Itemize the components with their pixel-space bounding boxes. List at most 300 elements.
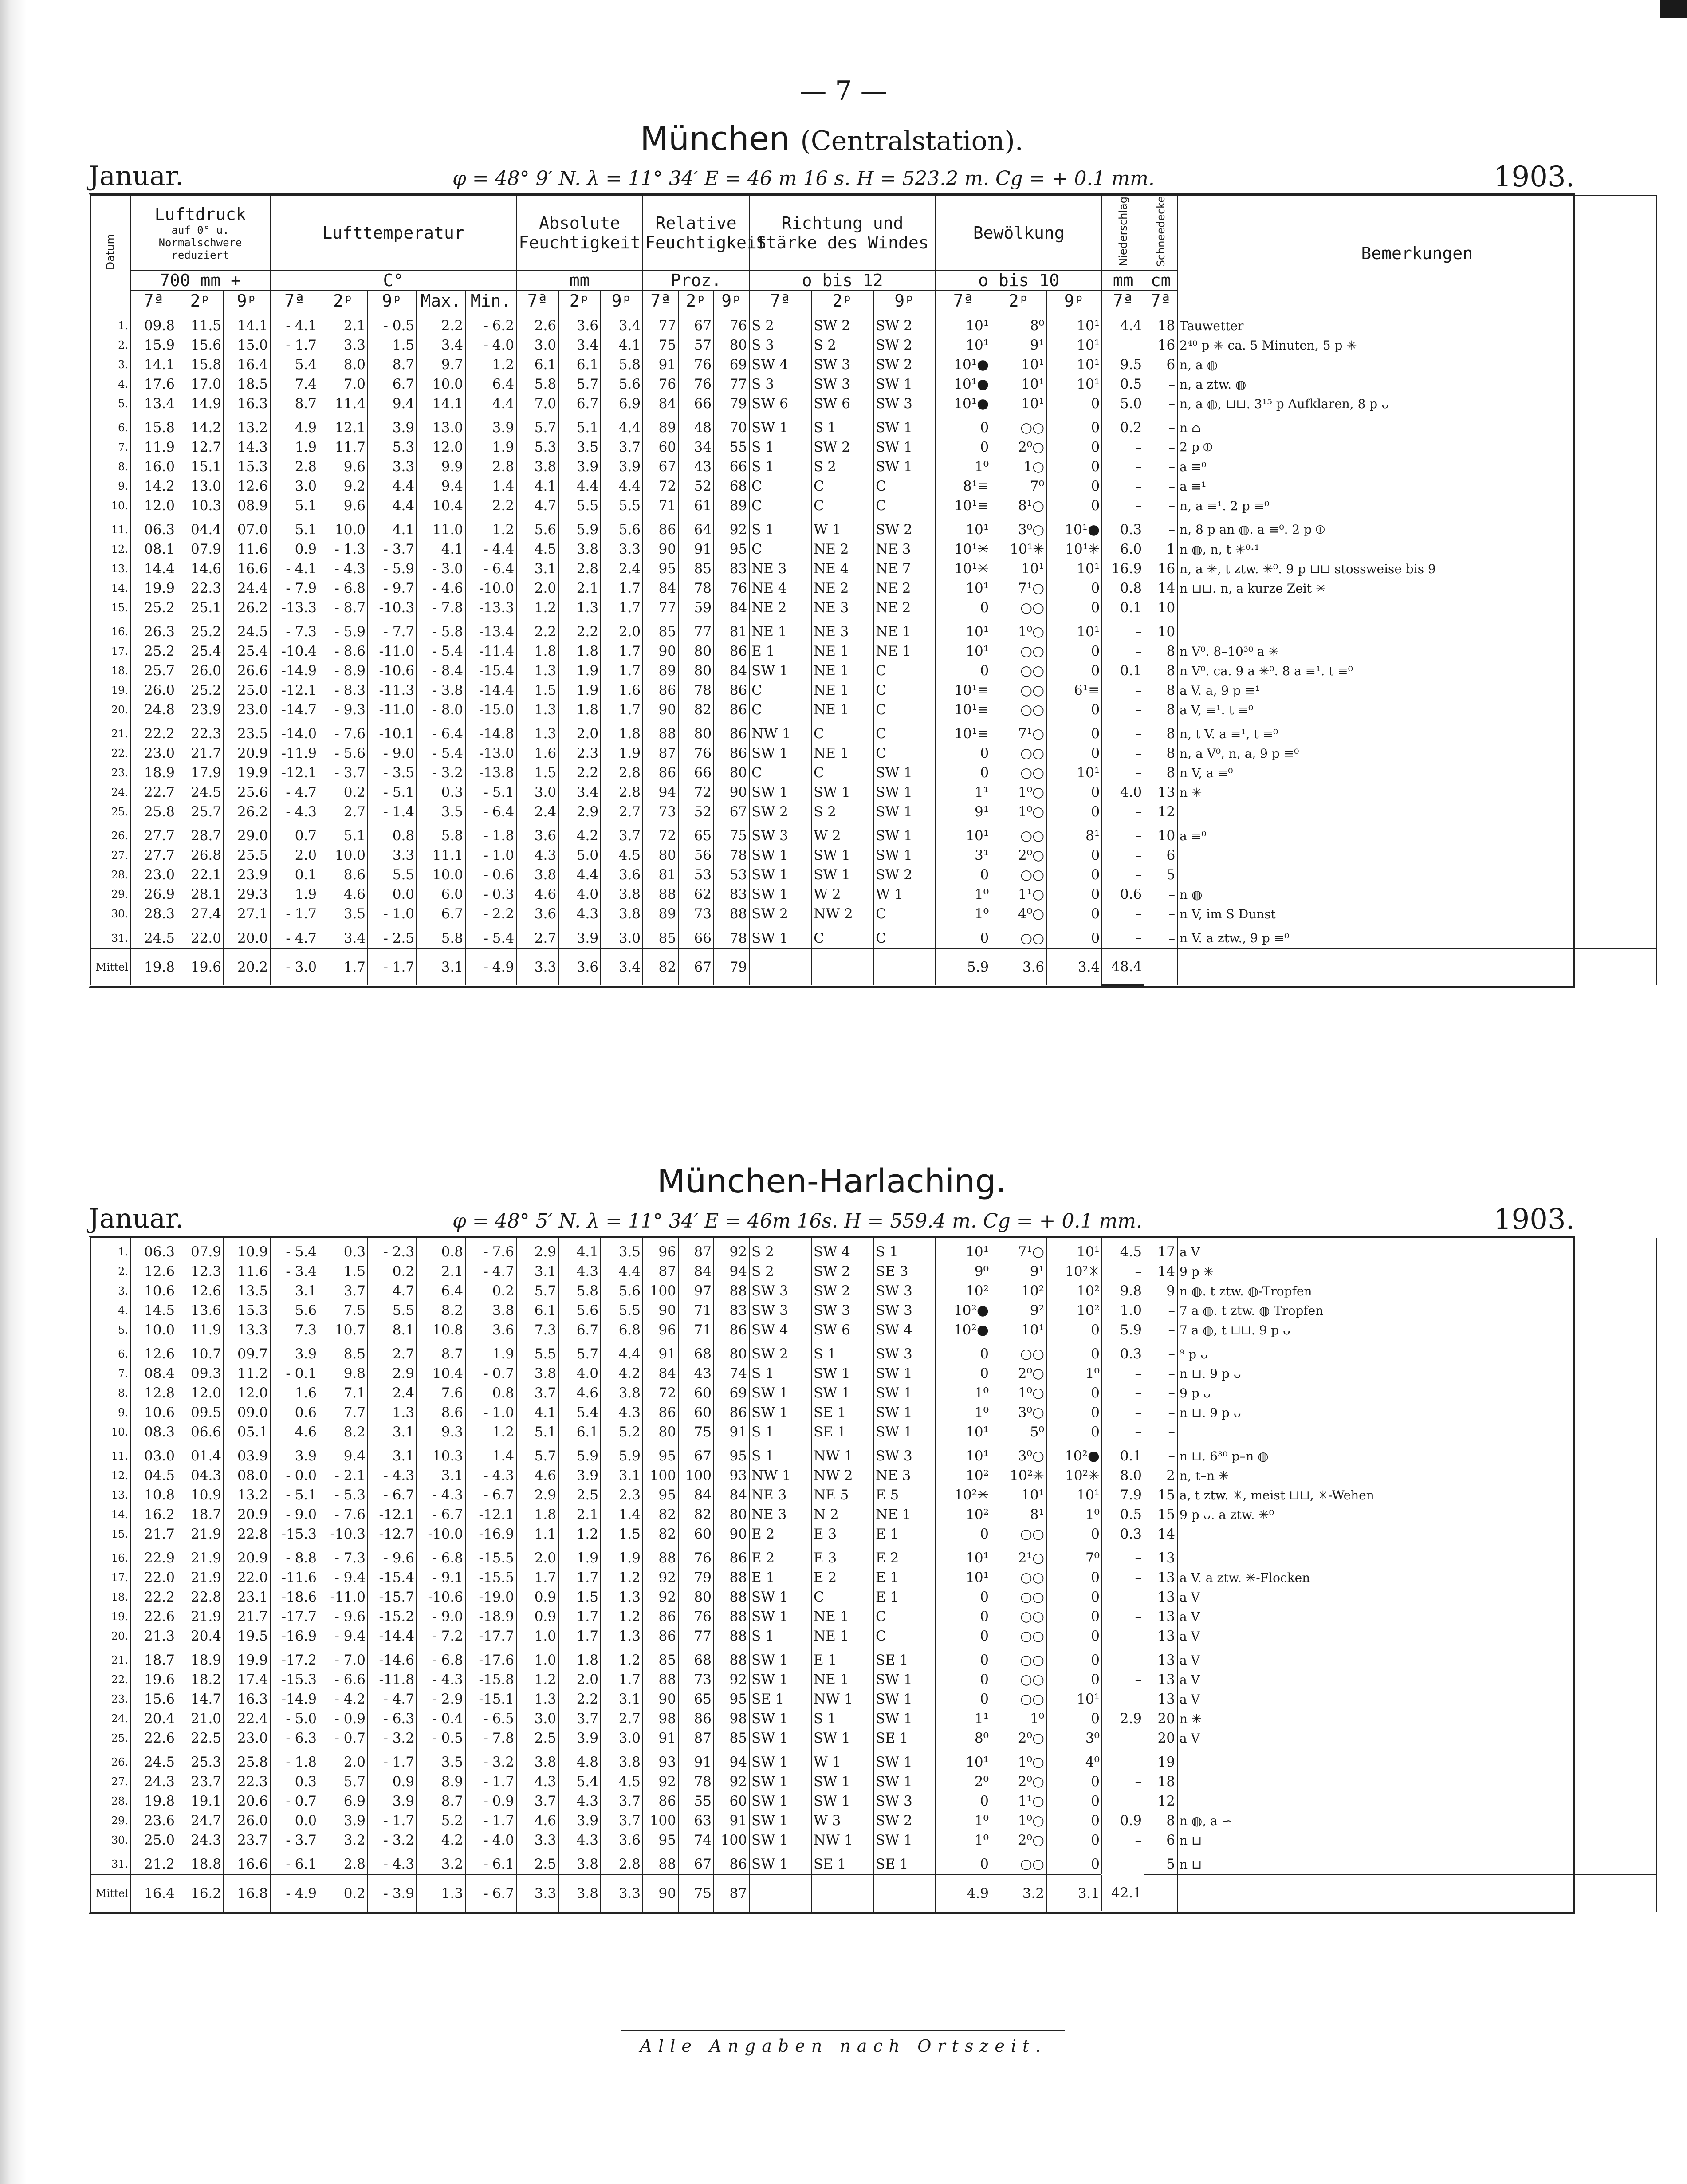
row-cell: E 1 bbox=[873, 1524, 936, 1544]
row-cell: – bbox=[1102, 924, 1144, 948]
row-cell: 0 bbox=[1046, 394, 1102, 413]
row-cell: 3.7 bbox=[601, 437, 643, 457]
row-cell: 13.2 bbox=[224, 413, 270, 437]
row-cell: 15.3 bbox=[224, 1301, 270, 1320]
row-cell: SW 1 bbox=[749, 744, 811, 763]
row-cell: 1 bbox=[1144, 539, 1177, 559]
row-cell: 7.6 bbox=[417, 1383, 465, 1403]
row-cell: 6.7 bbox=[368, 374, 417, 394]
row-cell: NE 3 bbox=[749, 1505, 811, 1524]
header-term: 2ᵖ bbox=[558, 291, 601, 311]
row-date: 13. bbox=[90, 1485, 130, 1505]
row-cell: 22.3 bbox=[177, 720, 224, 744]
row-cell: 11.1 bbox=[417, 846, 465, 865]
table-row bbox=[90, 1748, 1656, 1772]
row-cell: 1.2 bbox=[601, 1646, 643, 1670]
row-cell: 3.7 bbox=[516, 1791, 558, 1811]
row-date: 6. bbox=[90, 413, 130, 437]
row-cell: 23.7 bbox=[177, 1772, 224, 1791]
row-cell: - 1.0 bbox=[465, 1403, 516, 1422]
row-cell: 2.0 bbox=[516, 578, 558, 598]
row-cell: – bbox=[1102, 1791, 1144, 1811]
row-cell: 5.9 bbox=[1102, 1320, 1144, 1340]
row-cell: 14.1 bbox=[224, 311, 270, 335]
row-cell: 3.1 bbox=[601, 1689, 643, 1709]
row-remark bbox=[1177, 802, 1656, 822]
row-cell: 5.8 bbox=[558, 1281, 601, 1301]
row-cell: 25.5 bbox=[224, 846, 270, 865]
row-cell: SW 3 bbox=[749, 822, 811, 846]
row-cell: 9¹ bbox=[991, 1262, 1046, 1281]
row-cell: 1.3 bbox=[601, 1626, 643, 1646]
row-cell: 76 bbox=[714, 578, 749, 598]
row-cell: 2.3 bbox=[601, 1485, 643, 1505]
row-cell: 0.1 bbox=[1102, 598, 1144, 618]
row-cell: 12.7 bbox=[177, 437, 224, 457]
row-cell: NE 1 bbox=[811, 744, 873, 763]
row-cell: - 6.7 bbox=[368, 1485, 417, 1505]
row-cell: 79 bbox=[678, 1568, 714, 1587]
row-cell: 76 bbox=[643, 374, 678, 394]
row-cell: - 0.7 bbox=[270, 1791, 319, 1811]
row-cell: 3.1 bbox=[601, 1466, 643, 1485]
row-cell: SW 1 bbox=[749, 924, 811, 948]
row-cell: 2.2 bbox=[417, 311, 465, 335]
row-cell: 09.5 bbox=[177, 1403, 224, 1422]
mean-cell: - 3.9 bbox=[368, 1875, 417, 1912]
row-cell: 87 bbox=[678, 1728, 714, 1748]
row-cell: 10.8 bbox=[130, 1485, 177, 1505]
row-cell: 23.9 bbox=[177, 700, 224, 720]
row-cell: 3⁰○ bbox=[991, 1442, 1046, 1466]
row-date: 7. bbox=[90, 437, 130, 457]
row-cell: – bbox=[1144, 1383, 1177, 1403]
row-cell: 89 bbox=[643, 904, 678, 924]
mean-cell: 42.1 bbox=[1102, 1875, 1144, 1912]
row-cell: 55 bbox=[678, 1791, 714, 1811]
table-row bbox=[90, 1301, 1656, 1320]
row-date: 14. bbox=[90, 578, 130, 598]
row-cell: 89 bbox=[714, 496, 749, 516]
row-cell: - 4.3 bbox=[417, 1670, 465, 1689]
row-cell: 100 bbox=[678, 1466, 714, 1485]
row-cell: S 2 bbox=[749, 311, 811, 335]
row-cell: 8 bbox=[1144, 700, 1177, 720]
row-remark: n, a ztw. ◍ bbox=[1177, 374, 1656, 394]
row-cell: SW 3 bbox=[873, 1340, 936, 1364]
mean-cell: 16.8 bbox=[224, 1875, 270, 1912]
row-cell: 14 bbox=[1144, 1262, 1177, 1281]
table-row bbox=[90, 1442, 1656, 1466]
row-cell: 08.0 bbox=[224, 1466, 270, 1485]
row-cell: SW 1 bbox=[873, 1383, 936, 1403]
row-cell: 2.0 bbox=[516, 1544, 558, 1568]
row-cell: 82 bbox=[678, 700, 714, 720]
row-cell: – bbox=[1102, 822, 1144, 846]
row-cell: – bbox=[1144, 1301, 1177, 1320]
row-cell: 14.9 bbox=[177, 394, 224, 413]
row-cell: 90 bbox=[714, 1524, 749, 1544]
row-cell: - 0.3 bbox=[465, 885, 516, 904]
row-cell: 10.3 bbox=[177, 496, 224, 516]
row-cell: 09.7 bbox=[224, 1340, 270, 1364]
mean-cell: 67 bbox=[678, 948, 714, 985]
row-cell: 28.7 bbox=[177, 822, 224, 846]
row-cell: 8 bbox=[1144, 1811, 1177, 1830]
row-cell: 1.2 bbox=[465, 516, 516, 539]
row-cell: 86 bbox=[643, 1791, 678, 1811]
row-cell: 14.2 bbox=[130, 476, 177, 496]
row-cell: 8⁰ bbox=[991, 311, 1046, 335]
row-cell: 14.4 bbox=[130, 559, 177, 578]
row-cell: 13.3 bbox=[224, 1320, 270, 1340]
row-cell: 2.0 bbox=[558, 1670, 601, 1689]
row-cell: 55 bbox=[714, 437, 749, 457]
row-cell: 4.4 bbox=[368, 496, 417, 516]
row-cell: - 6.4 bbox=[465, 559, 516, 578]
row-cell: -11.9 bbox=[270, 744, 319, 763]
row-cell: 4.6 bbox=[319, 885, 368, 904]
row-cell: 5.5 bbox=[368, 1301, 417, 1320]
row-cell: 01.4 bbox=[177, 1442, 224, 1466]
row-cell: - 9.0 bbox=[270, 1505, 319, 1524]
row-cell: – bbox=[1144, 924, 1177, 948]
row-cell: 1.5 bbox=[516, 763, 558, 783]
row-cell: 22.7 bbox=[130, 783, 177, 802]
row-cell: SW 1 bbox=[873, 802, 936, 822]
row-cell: 3.5 bbox=[417, 1748, 465, 1772]
row-cell: - 5.9 bbox=[319, 618, 368, 641]
row-cell: 4.5 bbox=[601, 1772, 643, 1791]
row-remark: n V, im S Dunst bbox=[1177, 904, 1656, 924]
row-cell: 0.2 bbox=[319, 783, 368, 802]
row-cell: - 3.7 bbox=[319, 763, 368, 783]
row-cell: 5.8 bbox=[516, 374, 558, 394]
row-remark: a V bbox=[1177, 1238, 1656, 1262]
mean-cell bbox=[1144, 1875, 1177, 1912]
row-cell: 5.3 bbox=[516, 437, 558, 457]
row-date: 17. bbox=[90, 641, 130, 661]
row-cell: 10²✳ bbox=[1046, 1262, 1102, 1281]
row-cell: 1.0 bbox=[516, 1626, 558, 1646]
row-cell: 22.6 bbox=[130, 1607, 177, 1626]
row-cell: 10²✳ bbox=[1046, 1466, 1102, 1485]
row-cell: 4.3 bbox=[558, 1791, 601, 1811]
header-term: Max. bbox=[417, 291, 465, 311]
row-cell: 13 bbox=[1144, 1587, 1177, 1607]
row-cell: 1.9 bbox=[558, 661, 601, 681]
row-cell: 1¹ bbox=[936, 1709, 991, 1728]
row-cell: SW 1 bbox=[873, 1670, 936, 1689]
row-cell: SW 1 bbox=[749, 1772, 811, 1791]
row-cell: 10¹● bbox=[1046, 516, 1102, 539]
row-cell: 100 bbox=[643, 1281, 678, 1301]
row-date: 18. bbox=[90, 661, 130, 681]
row-date: 26. bbox=[90, 822, 130, 846]
row-date: 13. bbox=[90, 559, 130, 578]
row-cell: 8 bbox=[1144, 763, 1177, 783]
row-cell: 4.6 bbox=[516, 1466, 558, 1485]
header-lufttemperatur: Lufttemperatur bbox=[270, 196, 516, 270]
row-cell: 80 bbox=[714, 1340, 749, 1364]
row-cell: 28.1 bbox=[177, 885, 224, 904]
row-cell: 8¹○ bbox=[991, 496, 1046, 516]
row-cell: 88 bbox=[714, 1626, 749, 1646]
row-date: 20. bbox=[90, 1626, 130, 1646]
row-cell: 3.0 bbox=[601, 1728, 643, 1748]
row-cell: 1.4 bbox=[465, 476, 516, 496]
row-remark: a ≡⁰ bbox=[1177, 822, 1656, 846]
row-cell: 10² bbox=[936, 1281, 991, 1301]
row-cell: 73 bbox=[678, 1670, 714, 1689]
row-cell: 3.8 bbox=[558, 539, 601, 559]
row-cell: 3.9 bbox=[270, 1340, 319, 1364]
row-cell: E 1 bbox=[873, 1568, 936, 1587]
table-row bbox=[90, 1850, 1656, 1875]
row-cell: 0 bbox=[936, 1791, 991, 1811]
row-cell: 10²● bbox=[936, 1301, 991, 1320]
row-cell: 7⁰ bbox=[1046, 1544, 1102, 1568]
row-cell: ○○ bbox=[991, 1670, 1046, 1689]
row-cell: 10.0 bbox=[319, 846, 368, 865]
row-cell: 11.9 bbox=[130, 437, 177, 457]
row-cell: 0 bbox=[1046, 802, 1102, 822]
row-cell: 93 bbox=[643, 1748, 678, 1772]
row-cell: 87 bbox=[678, 1238, 714, 1262]
row-cell: – bbox=[1102, 1728, 1144, 1748]
row-cell: 17.0 bbox=[177, 374, 224, 394]
row-cell: 86 bbox=[714, 641, 749, 661]
row-cell: 22.8 bbox=[224, 1524, 270, 1544]
row-cell: 0.1 bbox=[1102, 1442, 1144, 1466]
row-cell: - 5.0 bbox=[270, 1709, 319, 1728]
row-cell: SW 1 bbox=[873, 822, 936, 846]
row-cell: -14.0 bbox=[270, 720, 319, 744]
row-cell: – bbox=[1144, 457, 1177, 476]
row-cell: 5.1 bbox=[558, 413, 601, 437]
row-cell: E 2 bbox=[749, 1544, 811, 1568]
row-cell: 10.4 bbox=[417, 496, 465, 516]
row-remark: n, a ≡¹. 2 p ≡⁰ bbox=[1177, 496, 1656, 516]
row-cell: - 7.3 bbox=[319, 1544, 368, 1568]
row-cell: 92 bbox=[714, 1772, 749, 1791]
row-cell: - 7.3 bbox=[270, 618, 319, 641]
row-cell: S 1 bbox=[749, 1626, 811, 1646]
row-remark: a V bbox=[1177, 1607, 1656, 1626]
row-cell: -10.0 bbox=[417, 1524, 465, 1544]
row-cell: 13 bbox=[1144, 1670, 1177, 1689]
row-cell: 20.4 bbox=[177, 1626, 224, 1646]
row-cell: 5.6 bbox=[601, 374, 643, 394]
header-term: 7ª bbox=[1144, 291, 1177, 311]
row-cell: 3.7 bbox=[601, 822, 643, 846]
row-cell: 86 bbox=[714, 1544, 749, 1568]
row-cell: ○○ bbox=[991, 1568, 1046, 1587]
table-row bbox=[90, 335, 1656, 355]
row-cell: -17.7 bbox=[270, 1607, 319, 1626]
row-cell: S 2 bbox=[811, 802, 873, 822]
header-wind: Richtung und Stärke des Windes bbox=[749, 196, 936, 270]
row-cell: – bbox=[1144, 1364, 1177, 1383]
header-term: 7ª bbox=[749, 291, 811, 311]
row-cell: 1⁰○ bbox=[991, 1748, 1046, 1772]
row-cell: 98 bbox=[714, 1709, 749, 1728]
row-cell: - 3.4 bbox=[270, 1262, 319, 1281]
row-cell: 6.1 bbox=[558, 355, 601, 374]
row-cell: 4.3 bbox=[601, 1403, 643, 1422]
row-cell: 4.1 bbox=[601, 335, 643, 355]
header-unit: mm bbox=[1102, 270, 1144, 291]
row-cell: 5.1 bbox=[270, 496, 319, 516]
row-cell: 0.2 bbox=[1102, 413, 1144, 437]
row-cell: 67 bbox=[643, 457, 678, 476]
row-cell: 18.8 bbox=[177, 1850, 224, 1875]
table-row bbox=[90, 641, 1656, 661]
row-cell: 3.8 bbox=[516, 1748, 558, 1772]
row-cell: 21.9 bbox=[177, 1544, 224, 1568]
row-cell: 95 bbox=[643, 1830, 678, 1850]
row-cell: - 1.0 bbox=[465, 846, 516, 865]
row-cell: -11.0 bbox=[368, 641, 417, 661]
row-cell: 18 bbox=[1144, 311, 1177, 335]
row-remark: n ◍, n, t ✳⁰·¹ bbox=[1177, 539, 1656, 559]
row-cell: 6.0 bbox=[417, 885, 465, 904]
row-cell: 80 bbox=[678, 720, 714, 744]
row-cell: - 6.6 bbox=[319, 1670, 368, 1689]
row-cell: 78 bbox=[714, 924, 749, 948]
row-cell: NW 1 bbox=[749, 720, 811, 744]
row-cell: 2⁰○ bbox=[991, 846, 1046, 865]
row-cell: -14.8 bbox=[465, 720, 516, 744]
row-remark: ⁹ p ᴗ bbox=[1177, 1340, 1656, 1364]
row-cell: 2 bbox=[1144, 1466, 1177, 1485]
row-cell: SW 1 bbox=[811, 1791, 873, 1811]
row-cell: 3.3 bbox=[319, 335, 368, 355]
row-cell: SE 1 bbox=[811, 1422, 873, 1442]
row-cell: 10¹ bbox=[1046, 559, 1102, 578]
row-cell: S 1 bbox=[749, 1422, 811, 1442]
row-cell: 1.2 bbox=[465, 355, 516, 374]
row-cell: 11.2 bbox=[224, 1364, 270, 1383]
row-cell: W 2 bbox=[811, 885, 873, 904]
row-cell: -10.6 bbox=[417, 1587, 465, 1607]
row-cell: 0.1 bbox=[270, 865, 319, 885]
row-cell: - 6.7 bbox=[465, 1485, 516, 1505]
row-cell: – bbox=[1144, 516, 1177, 539]
row-cell: 16 bbox=[1144, 559, 1177, 578]
row-cell: 3.6 bbox=[601, 865, 643, 885]
header-term: 9ᵖ bbox=[714, 291, 749, 311]
row-cell: 16.6 bbox=[224, 559, 270, 578]
row-cell: 95 bbox=[714, 1442, 749, 1466]
row-cell: 2.0 bbox=[558, 720, 601, 744]
row-cell: E 5 bbox=[873, 1485, 936, 1505]
header-luftdruck-title: Luftdruck bbox=[154, 205, 246, 224]
row-cell: 0.2 bbox=[368, 1262, 417, 1281]
table-row bbox=[90, 311, 1656, 335]
row-cell: 11.4 bbox=[319, 394, 368, 413]
row-cell: -14.9 bbox=[270, 1689, 319, 1709]
row-cell: 97 bbox=[678, 1281, 714, 1301]
mean-cell: 19.6 bbox=[177, 948, 224, 985]
header-niederschlag-label: Niederschlag bbox=[1117, 197, 1129, 267]
row-cell: -18.6 bbox=[270, 1587, 319, 1607]
row-cell: 84 bbox=[714, 598, 749, 618]
row-cell: 63 bbox=[678, 1811, 714, 1830]
header-term: 9ᵖ bbox=[368, 291, 417, 311]
row-date: 27. bbox=[90, 1772, 130, 1791]
row-cell: 2.7 bbox=[368, 1340, 417, 1364]
row-cell: - 7.7 bbox=[368, 618, 417, 641]
row-cell: SW 1 bbox=[749, 1403, 811, 1422]
row-cell: 24.5 bbox=[177, 783, 224, 802]
row-cell: 6.7 bbox=[417, 904, 465, 924]
row-cell: 0 bbox=[1046, 1772, 1102, 1791]
row-cell: - 4.2 bbox=[319, 1689, 368, 1709]
row-remark bbox=[1177, 1772, 1656, 1791]
row-cell: 10¹✳ bbox=[936, 539, 991, 559]
row-date: 1. bbox=[90, 311, 130, 335]
row-cell: 22.6 bbox=[130, 1728, 177, 1748]
row-cell: 1.9 bbox=[465, 1340, 516, 1364]
month-label: Januar. bbox=[89, 1203, 184, 1234]
row-cell: - 4.7 bbox=[465, 1262, 516, 1281]
row-cell: 86 bbox=[643, 516, 678, 539]
header-term: 7ª bbox=[270, 291, 319, 311]
row-cell: - 1.8 bbox=[465, 822, 516, 846]
row-cell: 10.0 bbox=[130, 1320, 177, 1340]
row-cell: 15.0 bbox=[224, 335, 270, 355]
row-remark: a V bbox=[1177, 1626, 1656, 1646]
row-cell: 84 bbox=[678, 1262, 714, 1281]
row-cell: 0.9 bbox=[516, 1587, 558, 1607]
row-cell: C bbox=[811, 720, 873, 744]
row-cell: 12.1 bbox=[319, 413, 368, 437]
header-niederschlag bbox=[1102, 196, 1144, 270]
header-term: 2ᵖ bbox=[678, 291, 714, 311]
observation-table bbox=[89, 1236, 1575, 1914]
table-row bbox=[90, 661, 1656, 681]
row-cell: 3.0 bbox=[516, 335, 558, 355]
row-cell: SE 1 bbox=[873, 1646, 936, 1670]
row-cell: 69 bbox=[714, 355, 749, 374]
row-cell: 20 bbox=[1144, 1709, 1177, 1728]
table-row bbox=[90, 1772, 1656, 1791]
row-cell: – bbox=[1144, 496, 1177, 516]
row-cell: 0.1 bbox=[1102, 661, 1144, 681]
footnote-rule bbox=[621, 2030, 1065, 2031]
row-cell: 71 bbox=[678, 1320, 714, 1340]
row-cell: 4.3 bbox=[558, 904, 601, 924]
row-cell: 4.1 bbox=[417, 539, 465, 559]
row-cell: 0 bbox=[1046, 1422, 1102, 1442]
row-date: 26. bbox=[90, 1748, 130, 1772]
row-cell: 26.8 bbox=[177, 846, 224, 865]
row-cell: 5.7 bbox=[558, 374, 601, 394]
row-cell: 2⁰ bbox=[936, 1772, 991, 1791]
row-cell: - 7.6 bbox=[319, 720, 368, 744]
row-cell: -15.7 bbox=[368, 1587, 417, 1607]
row-cell: NE 4 bbox=[811, 559, 873, 578]
row-cell: 34 bbox=[678, 437, 714, 457]
row-cell: 20.6 bbox=[224, 1791, 270, 1811]
mean-cell bbox=[811, 948, 873, 985]
row-cell: 60 bbox=[714, 1791, 749, 1811]
row-cell: SW 3 bbox=[749, 1301, 811, 1320]
row-remark: a V bbox=[1177, 1728, 1656, 1748]
row-cell: NW 2 bbox=[811, 1466, 873, 1485]
header-relative-feuchtigkeit: Relative Feuchtigkeit bbox=[643, 196, 749, 270]
